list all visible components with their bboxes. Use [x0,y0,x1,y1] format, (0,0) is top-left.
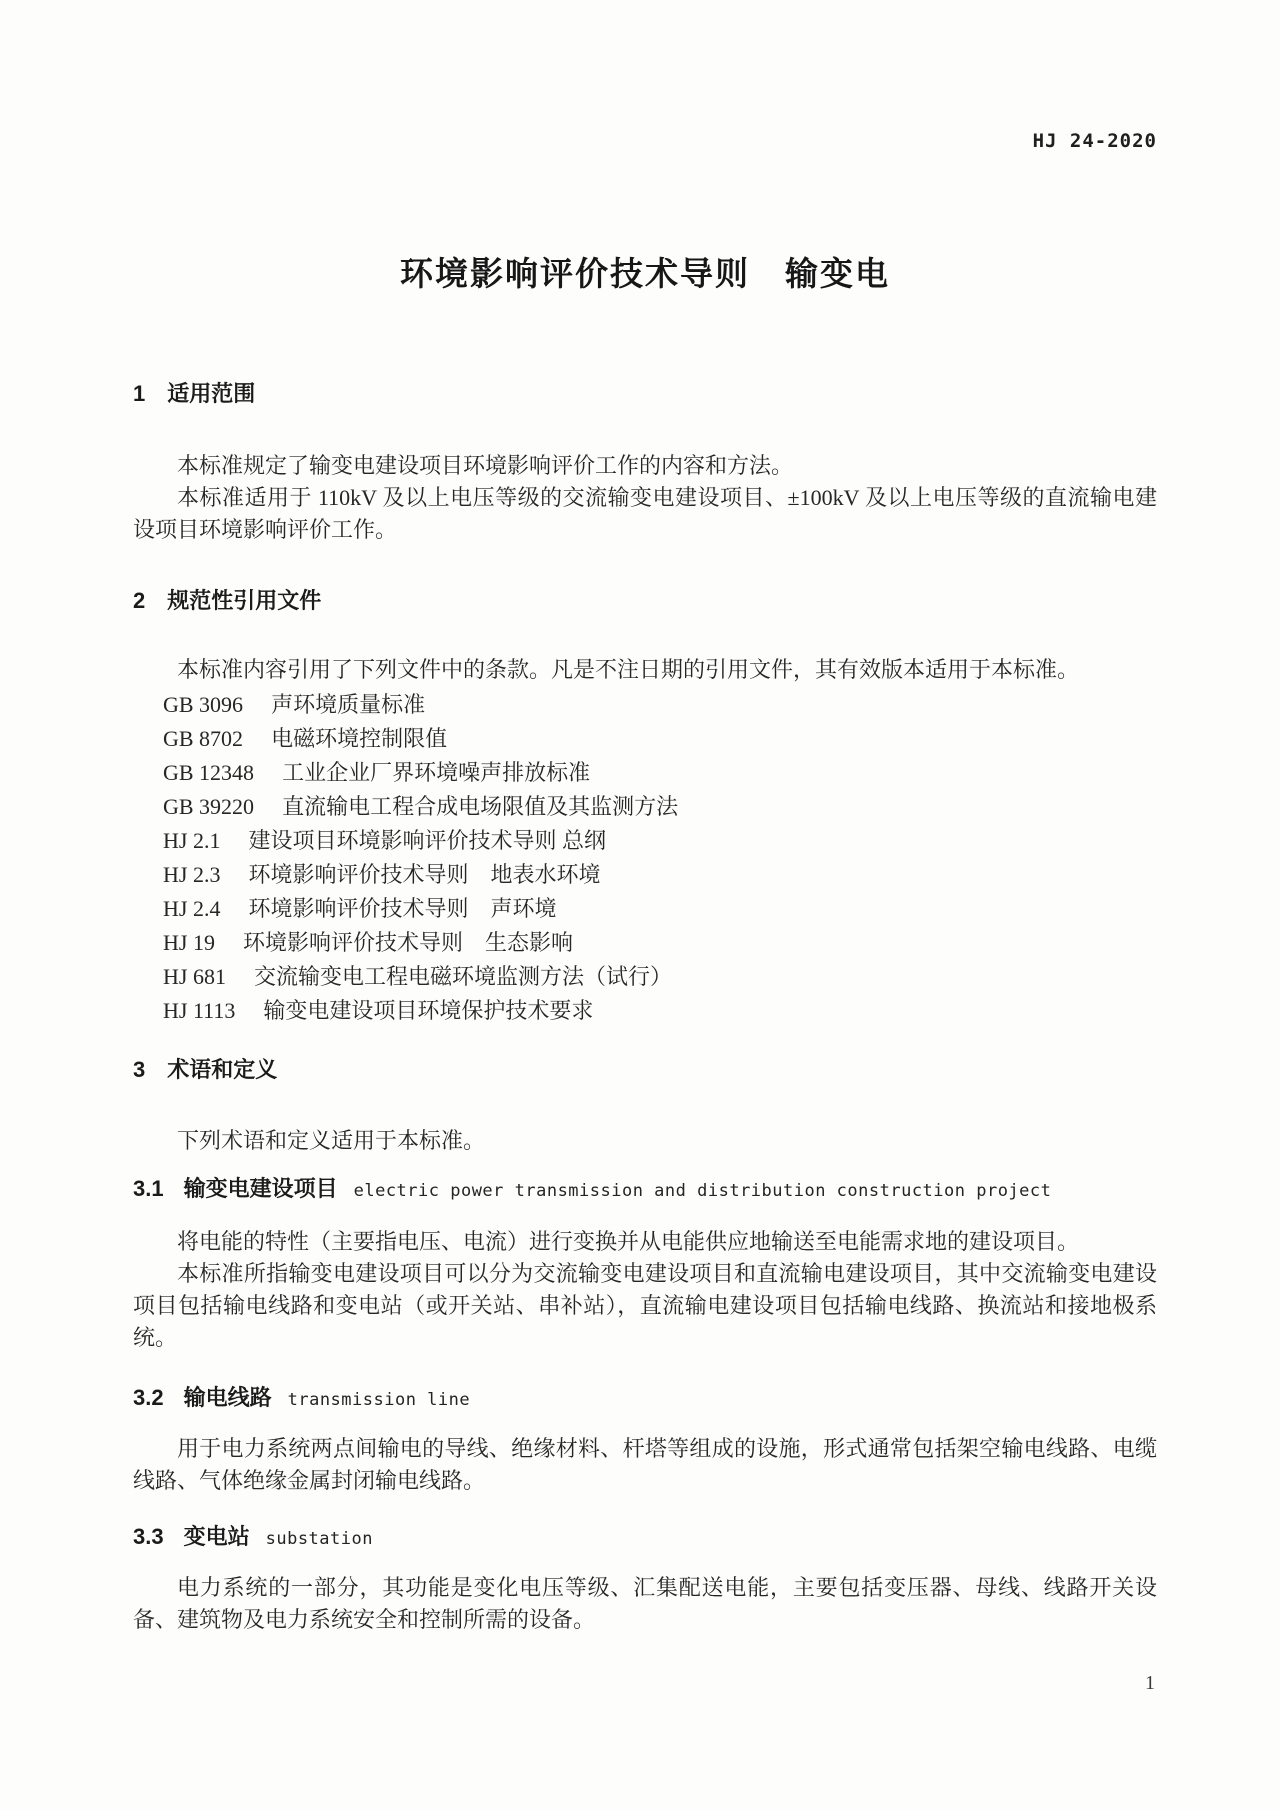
reference-name: 环境影响评价技术导则 生态影响 [242,930,573,955]
reference-code: HJ 681 [163,964,226,989]
paragraph: 本标准所指输变电建设项目可以分为交流输变电建设项目和直流输电建设项目，其中交流输变电建设项目包括输电线路和变电站（或开关站、串补站），直流输电建设项目包括输电线路、换流站和接地极系统。 [133,1261,1157,1350]
term-name-zh: 变电站 [183,1524,250,1549]
term-3-2-heading [133,1384,1157,1414]
paragraph: 本标准规定了输变电建设项目环境影响评价工作的内容和方法。 [177,453,794,478]
reference-item [163,790,1157,824]
section-2-heading [133,587,1157,615]
reference-code: HJ 19 [163,930,215,955]
paragraph: 用于电力系统两点间输电的导线、绝缘材料、杆塔等组成的设施，形式通常包括架空输电线路、电缆线路、气体绝缘金属封闭输电线路。 [133,1436,1157,1493]
reference-item [163,926,1157,960]
section-3-number: 3 [133,1057,146,1082]
term-name-en: electric power transmission and distribution construction project [353,1181,1052,1201]
reference-item [163,858,1157,892]
reference-name: 电磁环境控制限值 [271,726,448,751]
reference-name: 环境影响评价技术导则 地表水环境 [248,862,601,887]
section-3-heading [133,1056,1157,1084]
term-3-3-heading [133,1523,1157,1553]
paragraph: 本标准适用于 110kV 及以上电压等级的交流输变电建设项目、±100kV 及以上电压等级的直流输电建设项目环境影响评价工作。 [133,485,1157,542]
section-1-title: 适用范围 [167,381,256,406]
reference-code: HJ 2.4 [163,896,221,921]
paragraph: 将电能的特性（主要指电压、电流）进行变换并从电能供应地输送至电能需求地的建设项目。 [177,1229,1080,1254]
reference-code: HJ 1113 [163,998,236,1023]
paragraph: 下列术语和定义适用于本标准。 [177,1128,486,1153]
reference-code: GB 12348 [163,760,255,785]
term-3-1-heading [133,1175,1157,1205]
reference-code: GB 39220 [163,794,255,819]
term-number: 3.3 [133,1524,164,1549]
term-name-zh: 输电线路 [183,1385,272,1410]
reference-item [163,824,1157,858]
reference-name: 直流输电工程合成电场限值及其监测方法 [282,794,679,819]
reference-name: 声环境质量标准 [271,692,426,717]
section-1-number: 1 [133,381,146,406]
term-number: 3.1 [133,1176,164,1201]
paragraph: 电力系统的一部分，其功能是变化电压等级、汇集配送电能，主要包括变压器、母线、线路开关设备、建筑物及电力系统安全和控制所需的设备。 [133,1575,1157,1632]
paragraph: 本标准内容引用了下列文件中的条款。凡是不注日期的引用文件，其有效版本适用于本标准。 [177,657,1080,682]
section-3-title: 术语和定义 [167,1057,278,1082]
reference-item [163,892,1157,926]
term-name-en: transmission line [287,1390,471,1410]
section-2-number: 2 [133,588,146,613]
doc-number: HJ 24-2020 [1032,130,1157,152]
term-number: 3.2 [133,1385,164,1410]
reference-item [163,994,1157,1028]
section-2-title: 规范性引用文件 [167,588,322,613]
reference-name: 环境影响评价技术导则 声环境 [248,896,557,921]
reference-code: GB 8702 [163,726,244,751]
reference-code: HJ 2.1 [163,828,221,853]
references-list [133,688,1157,1028]
document-title: 环境影响评价技术导则 输变电 [400,255,890,292]
reference-name: 交流输变电工程电磁环境监测方法（试行） [253,964,672,989]
reference-name: 建设项目环境影响评价技术导则 总纲 [248,828,606,853]
term-name-en: substation [265,1529,373,1549]
reference-code: GB 3096 [163,692,244,717]
reference-item [163,756,1157,790]
reference-code: HJ 2.3 [163,862,221,887]
reference-item [163,722,1157,756]
reference-name: 工业企业厂界环境噪声排放标准 [282,760,591,785]
page-number: 1 [1145,1672,1155,1694]
section-1-heading [133,380,1157,408]
reference-item [163,960,1157,994]
reference-item [163,688,1157,722]
term-name-zh: 输变电建设项目 [183,1176,338,1201]
reference-name: 输变电建设项目环境保护技术要求 [263,998,594,1023]
